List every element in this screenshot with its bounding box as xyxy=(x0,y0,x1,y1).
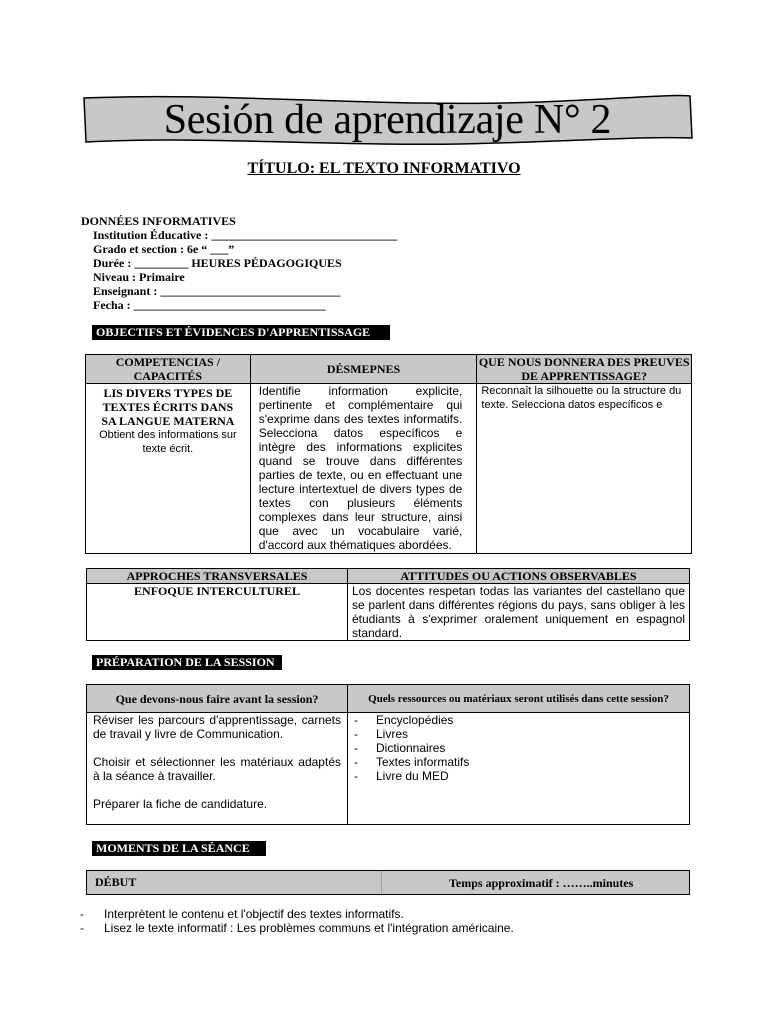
objectifs-table xyxy=(85,354,692,554)
debut-divider xyxy=(381,871,382,894)
ressources-cell xyxy=(348,713,690,825)
document-subtitle: TÍTULO: EL TEXTO INFORMATIVO xyxy=(247,160,521,177)
debut-label: DÉBUT xyxy=(95,875,137,889)
list-item: - Lisez le texte informatif : Les problèmes communs et l'intégration américaine. xyxy=(80,921,514,935)
ressource-item: - Livre du MED xyxy=(348,769,689,783)
header-avant: Que devons-nous faire avant la session? xyxy=(87,685,348,713)
section-moments: MOMENTS DE LA SÉANCE xyxy=(92,841,266,856)
desempenos-cell: Identifie information explicite, pertinente et complémentaire qui s'exprime dans des textes informatifs. Selecciona datos específicos e intègre des informations explicites quand se trouve dans différentes parties de texte, ou en effectuant une lecture intertextuel de divers types de textes con plusieurs éléments complexes dans leur structure, ainsi que avec un vocabulaire varié, d'accord aux thématiques abordées. xyxy=(250,384,477,554)
debut-temps: Temps approximatif : ……..minutes xyxy=(449,876,634,890)
debut-bar xyxy=(86,870,690,895)
session-title: Sesión de aprendizaje N° 2 xyxy=(163,97,612,143)
list-item: - Interprètent le contenu et l'objectif des textes informatifs. xyxy=(80,907,404,921)
preparation-table xyxy=(86,684,690,825)
competence-sub: Obtient des informations sur texte écrit. xyxy=(99,429,237,455)
header-approches: APPROCHES TRANSVERSALES xyxy=(87,569,348,584)
enseignant-field: Enseignant : ______________________________ xyxy=(93,284,341,298)
competence-cell xyxy=(86,384,251,554)
donnees-heading: DONNÉES INFORMATIVES xyxy=(81,214,236,228)
header-preuves: QUE NOUS DONNERA DES PREUVES DE APPRENTISSAGE? xyxy=(478,355,690,383)
institution-field: Institution Éducative : _______________________________ xyxy=(93,228,398,242)
header-ressources: Quels ressources ou matériaux seront utilisés dans cette session? xyxy=(348,685,690,713)
avant-item: Choisir et sélectionner les matériaux adaptés à la séance à travailler. xyxy=(93,755,341,783)
approches-table xyxy=(86,568,690,641)
niveau-field: Niveau : Primaire xyxy=(93,270,185,284)
bullet-list xyxy=(80,907,514,935)
fecha-field: Fecha : ________________________________ xyxy=(93,298,326,312)
preuves-cell: Reconnaît la silhouette ou la structure du texte. Selecciona datos específicos e xyxy=(477,384,692,554)
duree-field: Durée : _________ HEURES PÉDAGOGIQUES xyxy=(93,256,342,270)
competence-title: LIS DIVERS TYPES DE TEXTES ÉCRITS DANS SA LANGUE MATERNA xyxy=(101,386,235,428)
ressource-item: - Textes informatifs xyxy=(348,755,689,769)
avant-cell xyxy=(87,713,348,825)
approche-cell: ENFOQUE INTERCULTUREL xyxy=(87,584,348,641)
ressource-item: - Dictionnaires xyxy=(348,741,689,755)
header-competencias: COMPETENCIAS / CAPACITÉS xyxy=(86,355,251,384)
attitudes-cell: Los docentes respetan todas las variantes del castellano que se parlent dans différentes régions du pays, sans obliger à les étudiants à s'exprimer oralement uniquement en espagnol standard. xyxy=(348,584,690,641)
ressource-item: - Encyclopédies xyxy=(348,713,689,727)
section-objectifs: OBJECTIFS ET ÉVIDENCES D'APPRENTISSAGE xyxy=(92,325,390,340)
section-preparation: PRÉPARATION DE LA SESSION xyxy=(92,655,282,670)
header-attitudes: ATTITUDES OU ACTIONS OBSERVABLES xyxy=(348,569,690,584)
avant-item: Préparer la fiche de candidature. xyxy=(93,797,268,811)
avant-item: Réviser les parcours d'apprentissage, carnets de travail y livre de Communication. xyxy=(93,713,341,741)
header-desempenos: DÉSMEPNES xyxy=(250,355,477,384)
ressource-item: - Livres xyxy=(348,727,689,741)
grado-field: Grado et section : 6e “ ___” xyxy=(93,242,235,256)
